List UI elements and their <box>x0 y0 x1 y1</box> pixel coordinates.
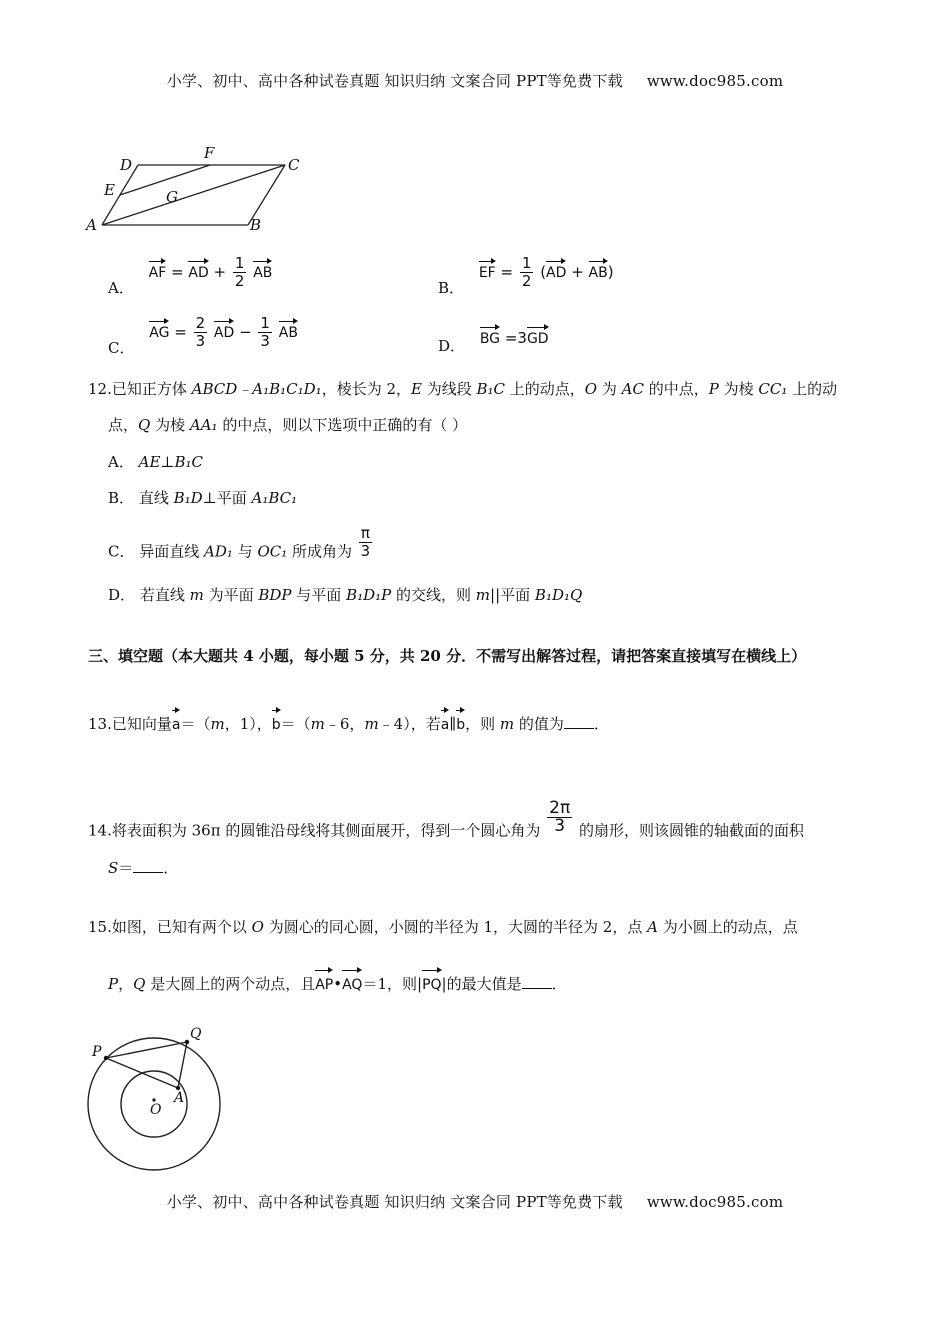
vector-ab: AB <box>589 259 608 281</box>
q14-line1: 14.将表面积为 36π 的圆锥沿母线将其侧面展开，得到一个圆心角为 $\frac{2\pi}{3}$ 的扇形，则该圆锥的轴截面的面积 <box>88 798 804 840</box>
option-label: A． <box>108 279 134 297</box>
q11-option-c[interactable] <box>108 315 298 358</box>
q15-line1: 15.如图，已知有两个以 O 为圆心的同心圆，小圆的半径为 1，大圆的半径为 2，点 A 为小圆上的动点，点 <box>88 918 798 936</box>
header-site: www.doc985.com <box>646 72 784 90</box>
fraction: $\frac{1}{2}$ <box>521 254 532 290</box>
label-d: D <box>120 156 133 174</box>
label-o: O <box>150 1102 162 1118</box>
label-g: G <box>166 188 178 206</box>
segment-aq <box>178 1042 187 1088</box>
equals: = <box>171 263 184 281</box>
option-label: B． <box>438 279 465 297</box>
answer-blank[interactable] <box>564 714 594 729</box>
header-text: 小学、初中、高中各种试卷真题 知识归纳 文案合同 PPT等免费下载 <box>166 72 623 90</box>
vector-ef: EF <box>479 259 496 281</box>
q11-option-a[interactable] <box>108 255 272 298</box>
concentric-circles-figure <box>80 1022 260 1172</box>
section-title: 三、填空题（本大题共 4 小题，每小题 5 分，共 20 分．不需写出解答过程，请把答案直接填写在横线上） <box>88 647 807 665</box>
vector-ap: AP <box>315 968 333 996</box>
vector-ad: AD <box>546 259 566 281</box>
point-q <box>185 1040 189 1044</box>
equals: = <box>174 323 187 341</box>
left-paren: ( <box>540 263 547 281</box>
vector-aq: AQ <box>342 968 362 996</box>
vector-af: AF <box>149 259 167 281</box>
answer-blank[interactable] <box>522 974 552 989</box>
vector-ad: AD <box>214 319 234 341</box>
vector-pq: PQ <box>422 968 441 996</box>
fraction: $\frac{1}{2}$ <box>234 254 245 290</box>
vector-ab: AB <box>253 259 272 281</box>
vector-ag: AG <box>149 319 169 341</box>
q12-option-c[interactable]: C． 异面直线 AD₁ 与 OC₁ 所成角为 $\frac{\pi}{3}$ <box>108 524 371 561</box>
option-label: C． <box>108 339 135 357</box>
label-f: F <box>204 144 215 162</box>
vector-ab: AB <box>279 319 298 341</box>
q15-line2: P，Q 是大圆上的两个动点，且AP•AQ＝1，则|PQ|的最大值是 ． <box>108 968 567 996</box>
parallelogram-figure <box>80 140 320 235</box>
q12-option-b[interactable]: B． 直线 B₁D⊥平面 A₁BC₁ <box>108 489 298 507</box>
minus: − <box>239 323 252 341</box>
q12-stem-line1: 12.已知正方体 ABCD﹣A₁B₁C₁D₁，棱长为 2，E 为线段 B₁C 上的动点，O 为 AC 的中点，P 为棱 CC₁ 上的动 <box>88 380 838 398</box>
vector-b: b <box>456 708 465 736</box>
label-e: E <box>104 181 115 199</box>
vector-bg: BG <box>480 325 500 347</box>
segment-pq <box>106 1042 187 1058</box>
fraction: $\frac{2}{3}$ <box>195 314 206 350</box>
vector-gd: GD <box>527 325 549 347</box>
point-p <box>104 1056 108 1060</box>
q11-option-b[interactable] <box>438 255 614 298</box>
footer-text: 小学、初中、高中各种试卷真题 知识归纳 文案合同 PPT等免费下载 <box>166 1193 623 1211</box>
label-q: Q <box>190 1026 202 1042</box>
segment-ef <box>120 165 210 195</box>
vector-ad: AD <box>188 259 208 281</box>
label-p: P <box>92 1044 102 1060</box>
option-label: D． <box>438 337 466 355</box>
q12-option-a[interactable]: A． AE⊥B₁C <box>108 453 204 471</box>
plus: + <box>213 263 227 281</box>
label-a: A <box>86 216 97 234</box>
q13: 13.已知向量a＝（m，1），b＝（m﹣6，m﹣4），若a∥b，则 m 的值为 ． <box>88 708 609 736</box>
q12-stem-line2: 点，Q 为棱 AA₁ 的中点，则以下选项中正确的有（ ） <box>108 416 468 434</box>
fraction: $\frac{1}{3}$ <box>260 314 270 350</box>
answer-blank[interactable] <box>133 858 163 873</box>
q11-option-d[interactable] <box>438 325 549 356</box>
vector-a: a <box>441 708 450 736</box>
label-c: C <box>288 156 300 174</box>
two-pi-over-3: $\frac{2\pi}{3}$ <box>549 798 571 836</box>
right-paren: ) <box>607 263 614 281</box>
label-a: A <box>174 1090 185 1106</box>
label-b: B <box>250 216 262 234</box>
equals-three: =3 <box>504 329 527 347</box>
page-footer <box>0 1191 950 1212</box>
equals: = <box>500 263 514 281</box>
pi-over-3: $\frac{\pi}{3}$ <box>360 524 371 560</box>
plus: + <box>571 263 584 281</box>
vector-b: b <box>272 708 281 736</box>
vector-a: a <box>172 708 181 736</box>
q14-line2: S＝ ． <box>108 859 179 877</box>
q12-option-d[interactable]: D． 若直线 m 为平面 BDP 与平面 B₁D₁P 的交线，则 m||平面 B₁D₁Q <box>108 586 583 604</box>
page-header <box>0 70 950 91</box>
footer-site: www.doc985.com <box>646 1193 784 1211</box>
